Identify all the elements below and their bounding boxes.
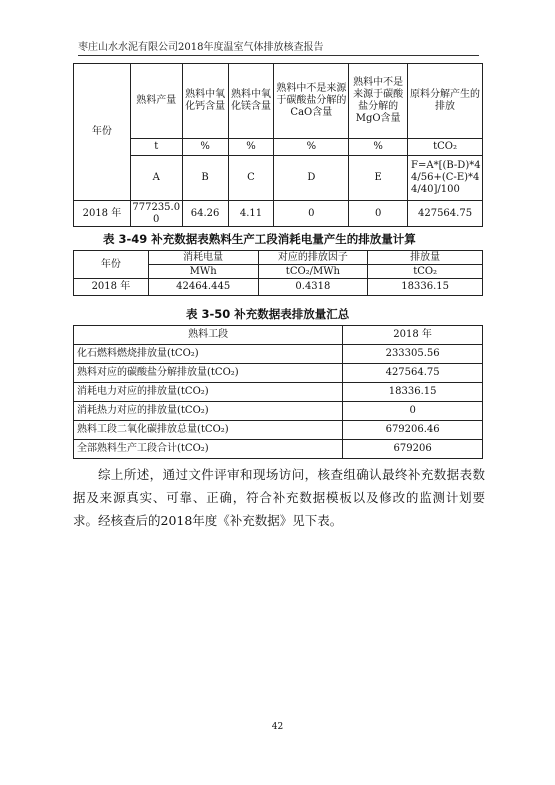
col-header-emission: 排放量 [368, 251, 483, 265]
letter-cell: D [274, 156, 349, 201]
year-cell: 2018 年 [74, 201, 131, 227]
page-number: 42 [271, 722, 284, 732]
table-caption-3-50: 表 3-50 补充数据表排放量汇总 [186, 307, 350, 321]
year-header-cell: 年份 [74, 64, 131, 201]
letter-cell: C [228, 156, 274, 201]
value-cell: 42464.445 [148, 279, 258, 296]
value-cell: 0.4318 [258, 279, 368, 296]
unit-cell: tCO₂ [368, 265, 483, 279]
formula-cell: F=A*[(B-D)*44/56+(C-E)*44/40]/100 [408, 156, 483, 201]
value-cell: 427564.75 [408, 201, 483, 227]
summary-row-label: 消耗热力对应的排放量(tCO₂) [74, 402, 343, 421]
electricity-emission-table [73, 250, 483, 296]
col-header-non-carbonate-mgo: 熟料中不是来源于碳酸盐分解的MgO含量 [349, 64, 408, 139]
raw-material-emission-table [73, 63, 483, 227]
value-cell: 18336.15 [368, 279, 483, 296]
unit-cell: tCO₂ [408, 139, 483, 156]
conclusion-paragraph: 综上所述，通过文件评审和现场访问，核查组确认最终补充数据表数据及来源真实、可靠、正确，符合补充数据模板以及修改的监测计划要求。经核查后的2018年度《补充数据》见下表。 [73, 467, 485, 528]
table-caption-3-49: 表 3-49 补充数据表熟料生产工段消耗电量产生的排放量计算 [103, 232, 416, 246]
summary-row-value: 679206.46 [343, 421, 483, 440]
summary-row-value: 427564.75 [343, 364, 483, 383]
summary-row-label: 化石燃料燃烧排放量(tCO₂) [74, 345, 343, 364]
col-header-clinker-section: 熟料工段 [74, 326, 343, 345]
page-header: 枣庄山水水泥有限公司2018年度温室气体排放核查报告 [78, 42, 324, 53]
summary-row-label: 消耗电力对应的排放量(tCO₂) [74, 383, 343, 402]
summary-row-value: 233305.56 [343, 345, 483, 364]
summary-row-value: 0 [343, 402, 483, 421]
summary-row-value: 679206 [343, 440, 483, 459]
unit-cell: t [130, 139, 182, 156]
value-cell: 4.11 [228, 201, 274, 227]
value-cell: 64.26 [182, 201, 228, 227]
summary-row-value: 18336.15 [343, 383, 483, 402]
header-rule [78, 55, 479, 56]
value-cell: 777235.00 [130, 201, 182, 227]
col-header-decomposition-emission: 原料分解产生的排放 [408, 64, 483, 139]
summary-row-label: 熟料工段二氧化碳排放总量(tCO₂) [74, 421, 343, 440]
summary-row-label: 全部熟料生产工段合计(tCO₂) [74, 440, 343, 459]
col-header-non-carbonate-cao: 熟料中不是来源于碳酸盐分解的CaO含量 [274, 64, 349, 139]
year-header-cell: 年份 [74, 251, 149, 279]
year-cell: 2018 年 [74, 279, 149, 296]
unit-cell: tCO₂/MWh [258, 265, 368, 279]
unit-cell: % [228, 139, 274, 156]
letter-cell: A [130, 156, 182, 201]
letter-cell: E [349, 156, 408, 201]
col-header-emission-factor: 对应的排放因子 [258, 251, 368, 265]
unit-cell: % [274, 139, 349, 156]
col-header-year: 2018 年 [343, 326, 483, 345]
col-header-power-consumption: 消耗电量 [148, 251, 258, 265]
unit-cell: % [349, 139, 408, 156]
unit-cell: % [182, 139, 228, 156]
col-header-cao-content: 熟料中氧化钙含量 [182, 64, 228, 139]
col-header-mgo-content: 熟料中氧化镁含量 [228, 64, 274, 139]
value-cell: 0 [349, 201, 408, 227]
letter-cell: B [182, 156, 228, 201]
summary-row-label: 熟料对应的碳酸盐分解排放量(tCO₂) [74, 364, 343, 383]
value-cell: 0 [274, 201, 349, 227]
emission-summary-table [73, 325, 483, 459]
col-header-clinker-output: 熟料产量 [130, 64, 182, 139]
unit-cell: MWh [148, 265, 258, 279]
